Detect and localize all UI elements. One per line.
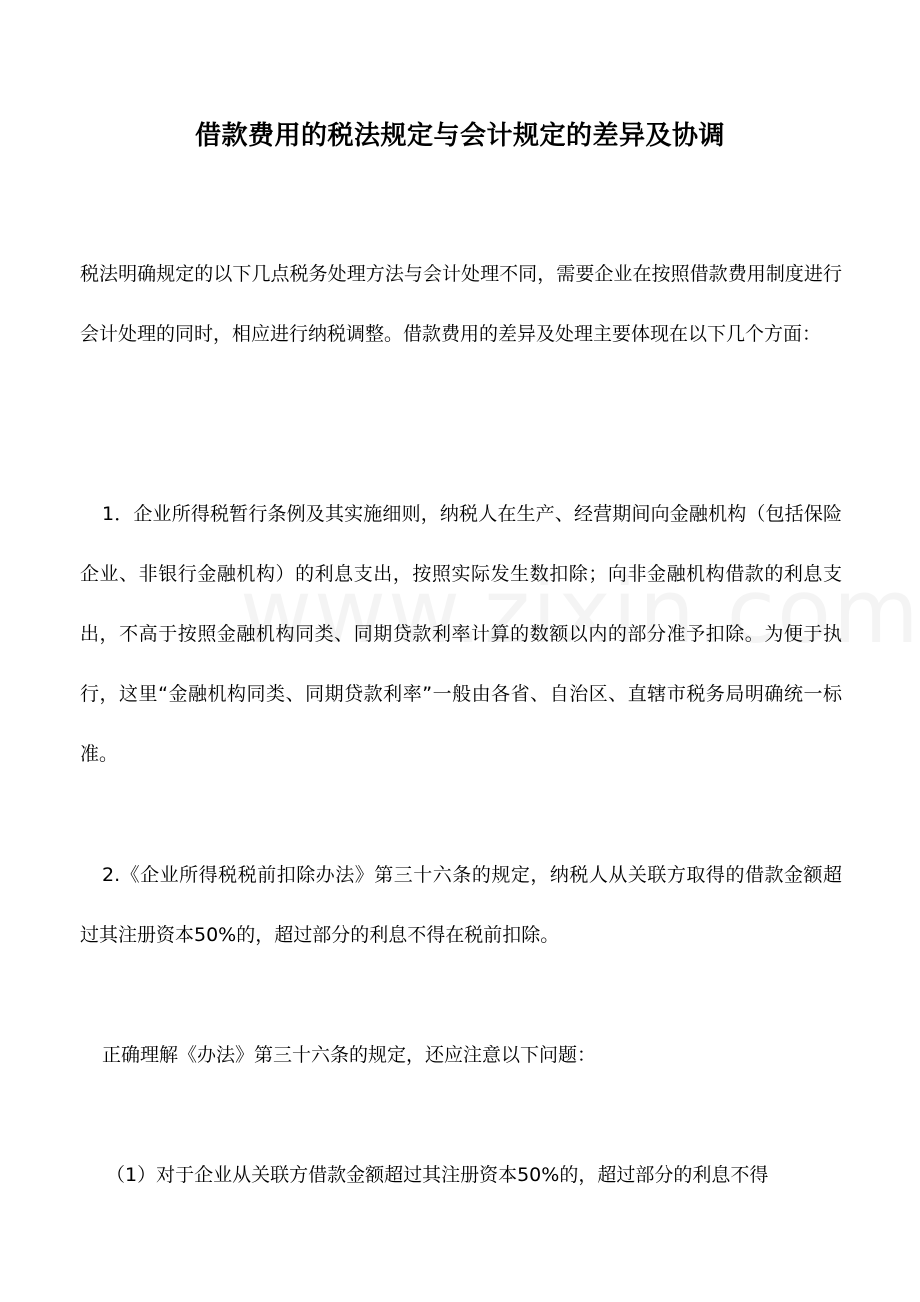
document-title: 借款费用的税法规定与会计规定的差异及协调 — [194, 121, 725, 151]
paragraph-intro: 税法明确规定的以下几点税务处理方法与会计处理不同，需要企业在按照借款费用制度进行会计处理的同时，相应进行纳税调整。借款费用的差异及处理主要体现在以下几个方面： — [80, 263, 842, 345]
paragraph-point-1: 1．企业所得税暂行条例及其实施细则，纳税人在生产、经营期间向金融机构（包括保险企业、非银行金融机构）的利息支出，按照实际发生数扣除；向非金融机构借款的利息支出，不高于按照金融机构同类、同期贷款利率计算的数额以内的部分准予扣除。为便于执行，这里“金融机构同类、同期贷款利率”一般由各省、自治区、直辖市税务局明确统一标准。 — [80, 503, 842, 765]
paragraph-subpoint-1: （1）对于企业从关联方借款金额超过其注册资本50%的，超过部分的利息不得 — [106, 1164, 769, 1186]
paragraph-note: 正确理解《办法》第三十六条的规定，还应注意以下问题： — [102, 1044, 597, 1066]
paragraph-point-2: 2.《企业所得税税前扣除办法》第三十六条的规定，纳税人从关联方取得的借款金额超过其注册资本50%的，超过部分的利息不得在税前扣除。 — [80, 864, 842, 946]
